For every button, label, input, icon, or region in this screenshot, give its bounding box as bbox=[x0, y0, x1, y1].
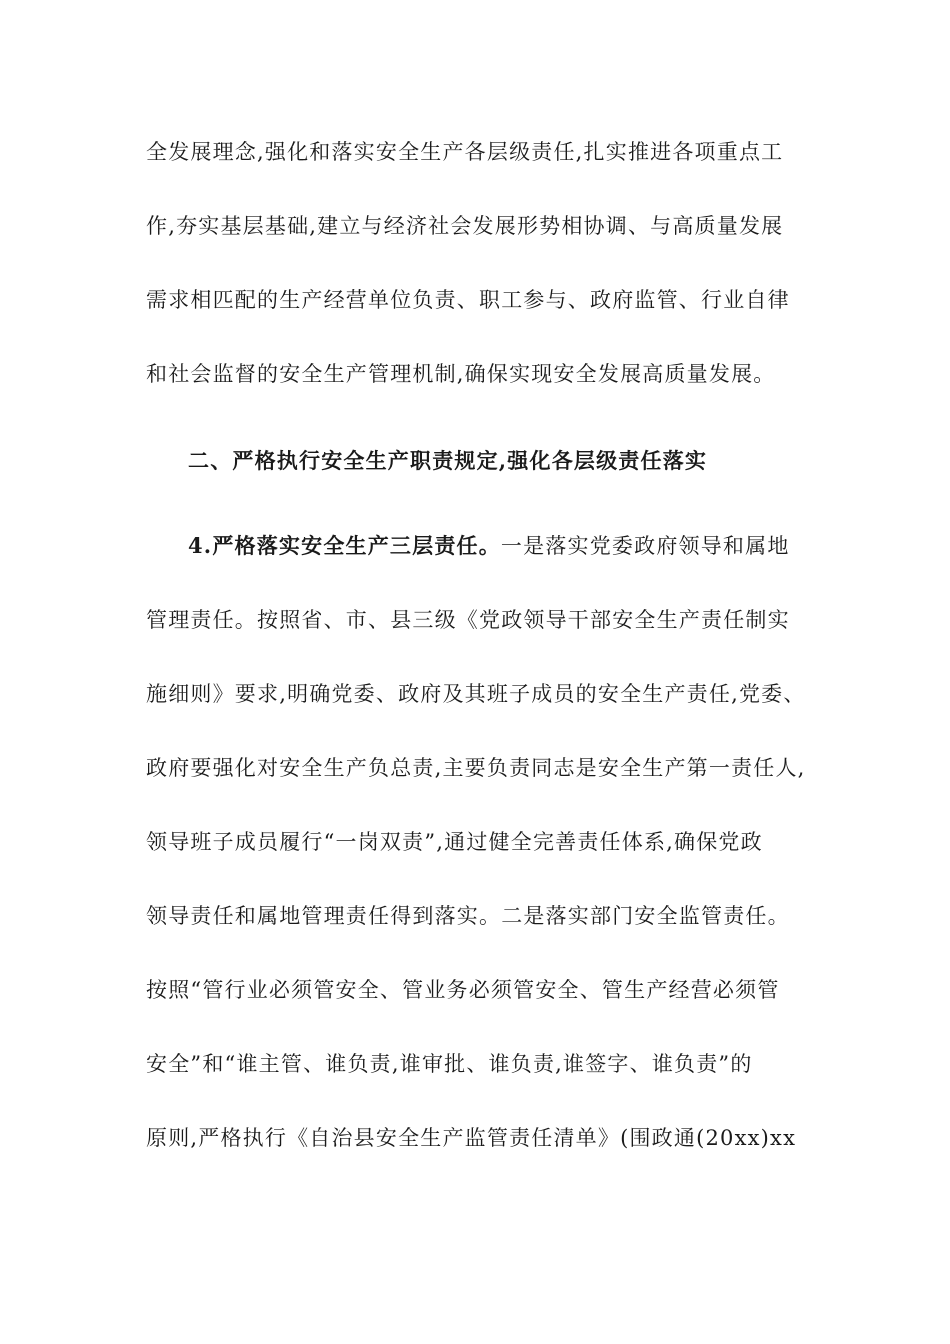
paragraph-line: 全发展理念,强化和落实安全生产各层级责任,扎实推进各项重点工 bbox=[146, 140, 784, 164]
paragraph-line: 需求相匹配的生产经营单位负责、职工参与、政府监管、行业自律 bbox=[146, 288, 790, 312]
paragraph-line: 政府要强化对安全生产负总责,主要负责同志是安全生产第一责任人, bbox=[146, 756, 806, 780]
paragraph-line: 领导班子成员履行“一岗双责”,通过健全完善责任体系,确保党政 bbox=[146, 830, 763, 854]
paragraph-line: 作,夯实基层基础,建立与经济社会发展形势相协调、与高质量发展 bbox=[146, 214, 784, 238]
section-heading: 二、严格执行安全生产职责规定,强化各层级责任落实 bbox=[188, 448, 708, 473]
paragraph-line: 原则,严格执行《自治县安全生产监管责任清单》(围政通(20xx)xx bbox=[146, 1126, 797, 1150]
paragraph-lead-rest: 一是落实党委政府领导和属地 bbox=[500, 534, 790, 558]
paragraph-lead-line bbox=[188, 532, 790, 560]
paragraph-line: 按照“管行业必须管安全、管业务必须管安全、管生产经营必须管 bbox=[146, 978, 780, 1002]
paragraph-line: 安全”和“谁主管、谁负责,谁审批、谁负责,谁签字、谁负责”的 bbox=[146, 1052, 753, 1076]
paragraph-line: 施细则》要求,明确党委、政府及其班子成员的安全生产责任,党委、 bbox=[146, 682, 806, 706]
paragraph-line: 管理责任。按照省、市、县三级《党政领导干部安全生产责任制实 bbox=[146, 608, 790, 632]
paragraph-lead-bold: 4.严格落实安全生产三层责任。 bbox=[188, 533, 501, 558]
paragraph-line: 和社会监督的安全生产管理机制,确保实现安全发展高质量发展。 bbox=[146, 362, 776, 386]
paragraph-line: 领导责任和属地管理责任得到落实。二是落实部门安全监管责任。 bbox=[146, 904, 790, 928]
